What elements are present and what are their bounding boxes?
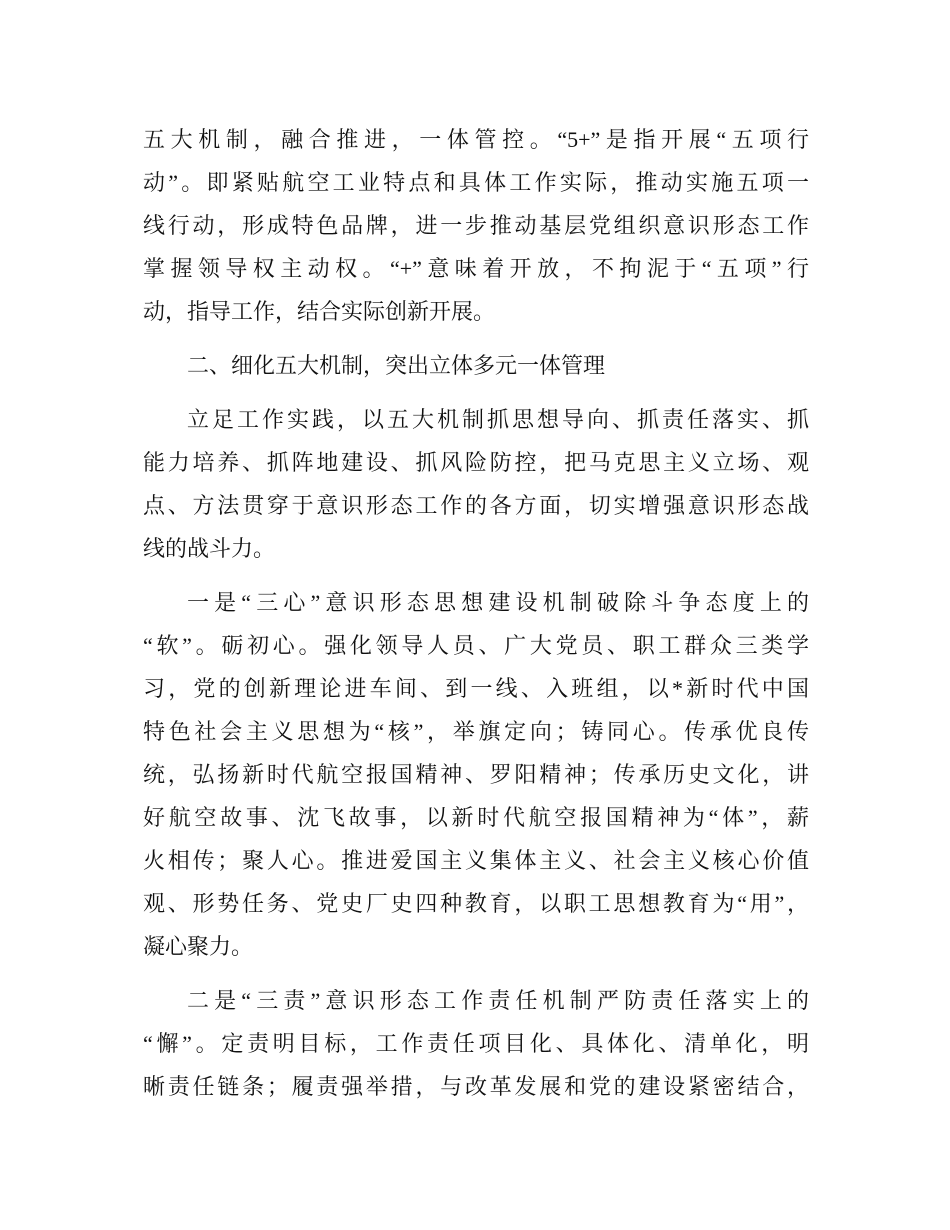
paragraph-three-hearts [143, 581, 809, 968]
text-line: “懈”。定责明目标，工作责任项目化、具体化、清单化，明 [143, 1031, 809, 1056]
paragraph-three-responsibilities [143, 979, 809, 1108]
text-line: 晰责任链条；履责强举措，与改革发展和党的建设紧密结合， [143, 1074, 809, 1099]
text-line: 五大机制，融合推进，一体管控。“5+”是指开展“五项行 [143, 127, 809, 152]
text-line: 习，党的创新理论进车间、到一线、入班组，以*新时代中国 [143, 676, 809, 701]
heading-text: 二、细化五大机制，突出立体多元一体管理 [187, 353, 606, 378]
text-line: 立足工作实践，以五大机制抓思想导向、抓责任落实、抓 [187, 407, 809, 432]
text-line: 动，指导工作，结合实际创新开展。 [143, 299, 496, 324]
section-heading [143, 344, 809, 387]
text-line: 掌握领导权主动权。“+”意味着开放，不拘泥于“五项”行 [143, 256, 809, 281]
text-line: “软”。砺初心。强化领导人员、广大党员、职工群众三类学 [143, 633, 809, 658]
text-line: 点、方法贯穿于意识形态工作的各方面，切实增强意识形态战 [143, 493, 809, 518]
text-line: 线行动，形成特色品牌，进一步推动基层党组织意识形态工作 [143, 213, 809, 238]
text-line: 动”。即紧贴航空工业特点和具体工作实际，推动实施五项一 [143, 170, 809, 195]
document-page [143, 118, 809, 1119]
text-line: 火相传；聚人心。推进爱国主义集体主义、社会主义核心价值 [143, 848, 809, 873]
text-line: 特色社会主义思想为“核”，举旗定向；铸同心。传承优良传 [143, 719, 809, 744]
paragraph-five-plus [143, 118, 809, 333]
text-line: 线的战斗力。 [143, 536, 276, 561]
text-line: 二是“三责”意识形态工作责任机制严防责任落实上的 [187, 988, 809, 1013]
text-line: 一是“三心”意识形态思想建设机制破除斗争态度上的 [187, 590, 809, 615]
text-line: 能力培养、抓阵地建设、抓风险防控，把马克思主义立场、观 [143, 450, 809, 475]
text-line: 统，弘扬新时代航空报国精神、罗阳精神；传承历史文化，讲 [143, 762, 809, 787]
text-line: 观、形势任务、党史厂史四种教育，以职工思想教育为“用”， [143, 891, 809, 916]
paragraph-intro [143, 398, 809, 570]
text-line: 好航空故事、沈飞故事，以新时代航空报国精神为“体”，薪 [143, 805, 809, 830]
text-line: 凝心聚力。 [143, 934, 254, 959]
